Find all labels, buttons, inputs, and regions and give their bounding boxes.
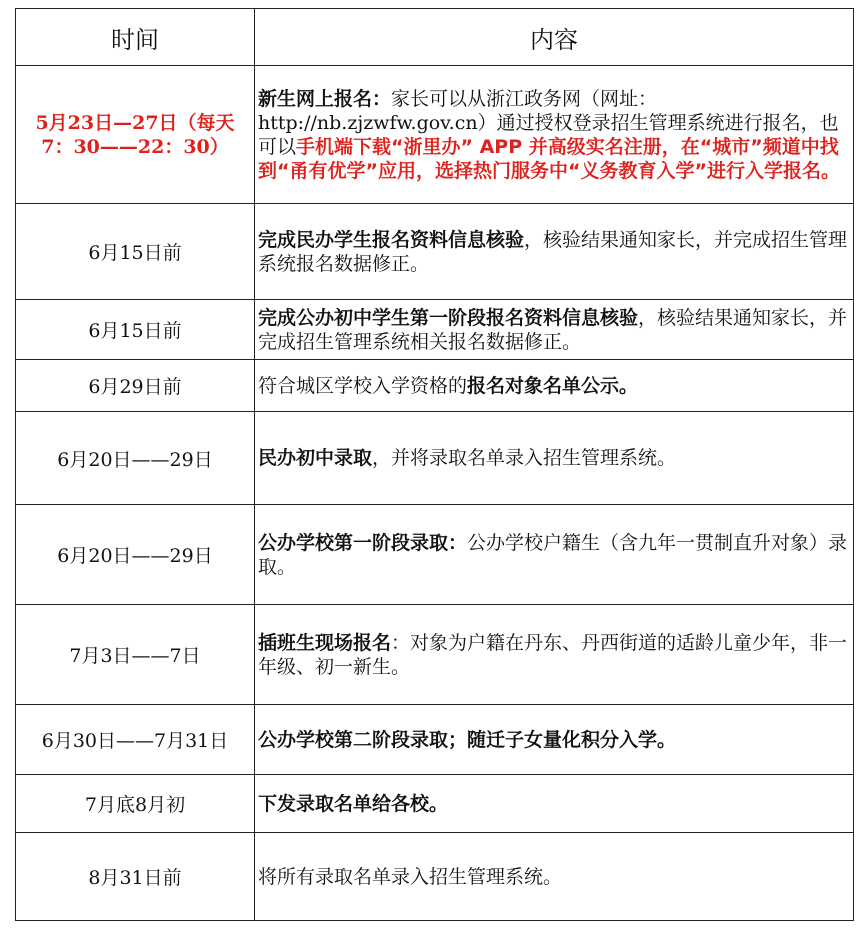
row-bold-text: 完成公办初中学生第一阶段报名资料信息核验 <box>258 306 639 329</box>
row-content <box>255 360 854 412</box>
row-bold-text: 民办初中录取 <box>258 447 373 469</box>
row-content <box>255 833 854 921</box>
table-row <box>16 360 854 412</box>
table-row <box>16 204 854 300</box>
header-content: 内容 <box>255 9 854 66</box>
row-text: ）通过授权登录招生管理系统进行报名，也可以 <box>258 111 839 158</box>
row-text: ：对象为户籍在丹东、丹西街道的适龄儿童少年，非一年级、初一新生。 <box>258 631 848 678</box>
header-row <box>16 9 854 66</box>
table-row <box>16 833 854 921</box>
row-content <box>255 605 854 705</box>
row-time: 6月30日——7月31日 <box>16 705 255 775</box>
row-time: 8月31日前 <box>16 833 255 921</box>
schedule-table <box>15 8 854 921</box>
row-content <box>255 705 854 775</box>
row-bold-text: 新生网上报名： <box>258 87 392 110</box>
row-content <box>255 505 854 605</box>
row-time: 5月23日—27日（每天7：30——22：30） <box>16 66 255 204</box>
row-bold-text: 报名对象名单公示。 <box>467 374 639 397</box>
table-row <box>16 412 854 505</box>
table-row <box>16 705 854 775</box>
row-content <box>255 300 854 360</box>
row-time: 6月20日——29日 <box>16 412 255 505</box>
row-text: 家长可以从浙江政务网（网址： <box>391 87 658 110</box>
row-content <box>255 204 854 300</box>
row-time: 7月3日——7日 <box>16 605 255 705</box>
row-content <box>255 66 854 204</box>
row-time: 6月15日前 <box>16 300 255 360</box>
row-text: ，核验结果通知家长，并完成招生管理系统相关报名数据修正。 <box>258 306 848 353</box>
table-row <box>16 66 854 204</box>
row-time: 6月29日前 <box>16 360 255 412</box>
row-content <box>255 412 854 505</box>
row-content <box>255 775 854 833</box>
row-bold-text: 完成民办学生报名资料信息核验 <box>258 228 525 251</box>
row-bold-text: 插班生现场报名 <box>258 631 392 654</box>
row-text: 公办学校户籍生（含九年一贯制直升对象）录取。 <box>258 531 848 578</box>
row-url: http://nb.zjzwfw.gov.cn <box>258 111 478 134</box>
row-bold-text: 公办学校第二阶段录取；随迁子女量化积分入学。 <box>258 728 677 751</box>
row-text: 符合城区学校入学资格的 <box>258 374 468 397</box>
table-row <box>16 775 854 833</box>
row-bold-text: 公办学校第一阶段录取： <box>258 531 468 554</box>
row-text: 将所有录取名单录入招生管理系统。 <box>258 865 563 888</box>
table-row <box>16 505 854 605</box>
row-time: 7月底8月初 <box>16 775 255 833</box>
row-text: ，核验结果通知家长，并完成招生管理系统报名数据修正。 <box>258 228 848 275</box>
row-bold-text: 下发录取名单给各校。 <box>258 792 449 815</box>
table-row <box>16 605 854 705</box>
row-text: ，并将录取名单录入招生管理系统。 <box>372 447 677 469</box>
table-row <box>16 300 854 360</box>
row-time: 6月20日——29日 <box>16 505 255 605</box>
row-time: 6月15日前 <box>16 204 255 300</box>
header-time: 时间 <box>16 9 255 66</box>
row-red-text: 手机端下载“浙里办” APP 并高级实名注册，在“城市”频道中找到“甬有优学”应用，选择热门服务中“义务教育入学”进行入学报名。 <box>258 135 840 182</box>
